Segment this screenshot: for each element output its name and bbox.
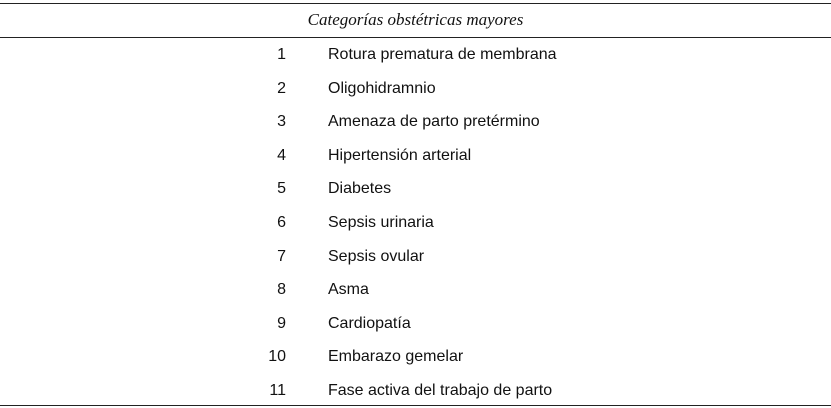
row-number: 1 — [277, 46, 286, 63]
row-label: Sepsis ovular — [328, 247, 425, 265]
row-label: Hipertensión arterial — [328, 146, 472, 164]
row-number: 8 — [277, 281, 286, 299]
row-label: Sepsis urinaria — [328, 213, 434, 231]
table-body — [0, 38, 831, 408]
row-number: 2 — [277, 79, 286, 97]
table-header: Categorías obstétricas mayores — [307, 10, 524, 29]
row-label: Amenaza de parto pretérmino — [328, 113, 540, 131]
row-number: 5 — [277, 180, 286, 198]
table-row — [0, 340, 831, 374]
row-number: 7 — [277, 247, 286, 265]
row-label: Cardiopatía — [328, 314, 411, 332]
table-row — [0, 139, 831, 173]
table-row — [0, 374, 831, 408]
row-label: Fase activa del trabajo de parto — [328, 381, 553, 399]
row-number: 4 — [277, 146, 286, 164]
row-label: Oligohidramnio — [328, 79, 436, 97]
row-label: Asma — [328, 281, 369, 299]
table-row — [0, 105, 831, 139]
row-label: Diabetes — [328, 180, 392, 198]
row-label: Embarazo gemelar — [328, 348, 464, 366]
table-bottom-rule — [0, 405, 831, 406]
table-row — [0, 307, 831, 341]
row-number: 10 — [268, 348, 286, 366]
table-row — [0, 72, 831, 106]
row-number: 6 — [277, 213, 286, 231]
row-number: 3 — [277, 113, 286, 131]
row-number: 11 — [269, 381, 286, 399]
row-label: Rotura prematura de membrana — [328, 46, 557, 63]
table-row — [0, 240, 831, 274]
table-row — [0, 206, 831, 240]
table-row — [0, 172, 831, 206]
table-row — [0, 38, 831, 72]
table-row — [0, 273, 831, 307]
row-number: 9 — [277, 314, 286, 332]
